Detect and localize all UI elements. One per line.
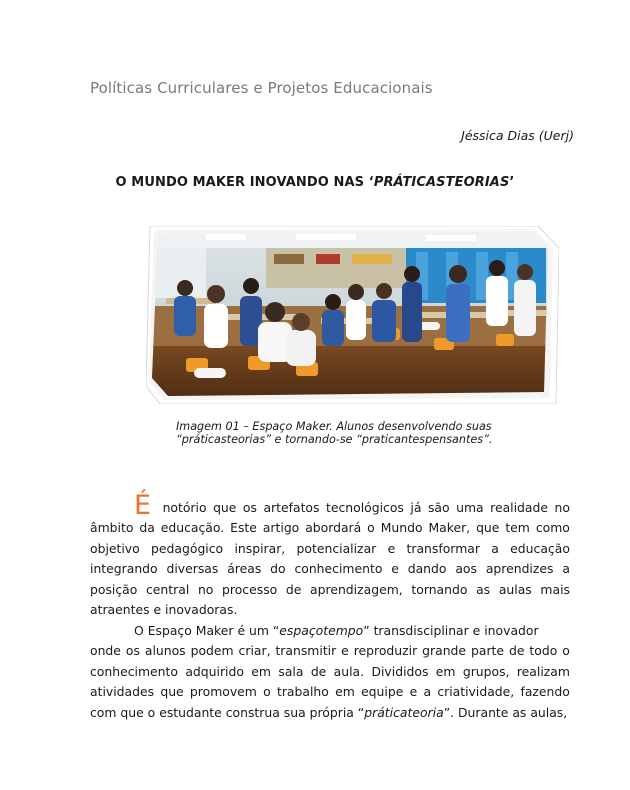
word: aulas [498, 581, 532, 597]
word: grupos, [462, 663, 510, 679]
word: e [387, 540, 396, 556]
word: e [341, 643, 349, 658]
title-suffix: ’ [509, 175, 515, 190]
word: a [562, 561, 570, 576]
word: conhecimento [294, 561, 383, 576]
word: já [410, 499, 422, 515]
word: realidade [490, 499, 548, 515]
word: a [491, 540, 499, 556]
word: o [562, 643, 570, 658]
word: no [197, 581, 214, 597]
word: todo [529, 643, 558, 658]
word: os [242, 499, 257, 515]
caption-line-2: “práticasteorias” e tornando-se “praticantespensantes”. [176, 433, 493, 446]
word: os [125, 643, 140, 658]
word: reproduzir [353, 643, 418, 658]
word: criatividade, [437, 684, 515, 699]
paragraph-1-line-4 [90, 559, 570, 580]
line-text: ”. Durante as aulas, [443, 704, 568, 720]
word: potencializar [296, 540, 377, 556]
paragraph-1-line-6 [90, 600, 570, 621]
word: de [310, 663, 327, 679]
word: transmitir [275, 643, 337, 658]
word: de [508, 643, 525, 658]
paragraph-2-line-1 [90, 621, 570, 642]
word: Divididos [371, 663, 429, 679]
word: são [427, 499, 450, 515]
paragraph-2-line-2 [90, 641, 570, 662]
word: abordará [305, 520, 362, 535]
paragraph-1-line-1 [90, 478, 570, 521]
word: artigo [262, 520, 300, 535]
word: atividades [90, 684, 155, 699]
word: equipe [361, 684, 404, 699]
word: a [423, 684, 432, 699]
word: sala [278, 663, 304, 679]
word: áreas [227, 561, 262, 576]
word: que [213, 499, 237, 515]
word: realizam [516, 663, 570, 679]
word: como [535, 520, 570, 535]
word: objetivo [90, 540, 140, 556]
word: no [554, 499, 570, 515]
paragraph-1-line-2 [90, 518, 570, 539]
word: onde [90, 643, 121, 658]
word: notório [162, 499, 207, 515]
drop-cap: É [134, 490, 152, 521]
word: uma [456, 499, 484, 515]
paragraph-2-line-5 [90, 703, 570, 724]
word: conhecimento [90, 663, 178, 679]
word: tornando [411, 581, 468, 597]
word: Mundo [380, 520, 423, 535]
word: Este [230, 520, 257, 535]
line-text: atraentes e inovadoras. [90, 602, 238, 617]
line-text: ” transdisciplinar e inovador [363, 622, 539, 638]
word: o [263, 684, 271, 699]
word: Maker, [428, 520, 471, 535]
paragraph-1-line-3 [90, 539, 570, 560]
word: trabalho [276, 684, 329, 699]
word: inspirar, [234, 540, 286, 556]
word: alunos [144, 643, 186, 658]
word: grande [422, 643, 467, 658]
word: diversas [166, 561, 219, 576]
word: que [476, 520, 500, 535]
word: em [335, 684, 355, 699]
paragraph-2-line-3 [90, 662, 570, 683]
word: fazendo [520, 684, 570, 699]
figure-caption [176, 420, 536, 446]
author-name: Jéssica Dias (Uerj) [461, 128, 574, 143]
word: e [391, 561, 399, 576]
article-body [90, 478, 570, 723]
word: promovem [189, 684, 257, 699]
word: mais [540, 581, 570, 597]
word: aula. [333, 663, 365, 679]
word: que [160, 684, 184, 699]
word: adquirido [185, 663, 244, 679]
word: parte [470, 643, 505, 658]
title-prefix: O MUNDO MAKER INOVANDO NAS ‘ [115, 175, 374, 190]
word: do [270, 561, 286, 576]
word: dando [407, 561, 447, 576]
paragraph-1-line-5 [90, 580, 570, 601]
word: o [367, 520, 375, 535]
word: educação [510, 540, 570, 556]
word: âmbito [90, 520, 134, 535]
journal-header: Políticas Curriculares e Projetos Educacionais [90, 79, 433, 97]
word: aos [455, 561, 477, 576]
word: em [435, 663, 456, 679]
word: as [476, 581, 491, 597]
maker-space-photo [146, 226, 559, 404]
emphasis-praticateoria: práticateoria [364, 704, 444, 720]
word: tecnológicos [325, 499, 404, 515]
word: da [139, 520, 155, 535]
word: educação. [160, 520, 225, 535]
article-title [0, 175, 630, 190]
word: em [251, 663, 271, 679]
word: integrando [90, 561, 158, 576]
paragraph-2-line-4 [90, 682, 570, 703]
word: artefatos [263, 499, 320, 515]
word: criar, [238, 643, 271, 658]
word: posição [90, 581, 138, 597]
word: aprendizagem, [310, 581, 403, 597]
word: processo [222, 581, 278, 597]
word: central [146, 581, 190, 597]
word: aprendizes [485, 561, 554, 576]
word: pedagógico [151, 540, 224, 556]
emphasis-espacotempo: espaçotempo [279, 622, 364, 638]
title-emphasis: PRÁTICASTEORIAS [373, 175, 510, 190]
word: e [409, 684, 418, 699]
word: podem [190, 643, 234, 658]
line-text: O Espaço Maker é um “ [134, 622, 280, 638]
caption-line-1: Imagem 01 – Espaço Maker. Alunos desenvolvendo suas [176, 420, 492, 433]
word: de [285, 581, 302, 597]
word: transformar [406, 540, 480, 556]
word: tem [505, 520, 530, 535]
line-text: com que o estudante construa sua própria “ [90, 704, 365, 720]
